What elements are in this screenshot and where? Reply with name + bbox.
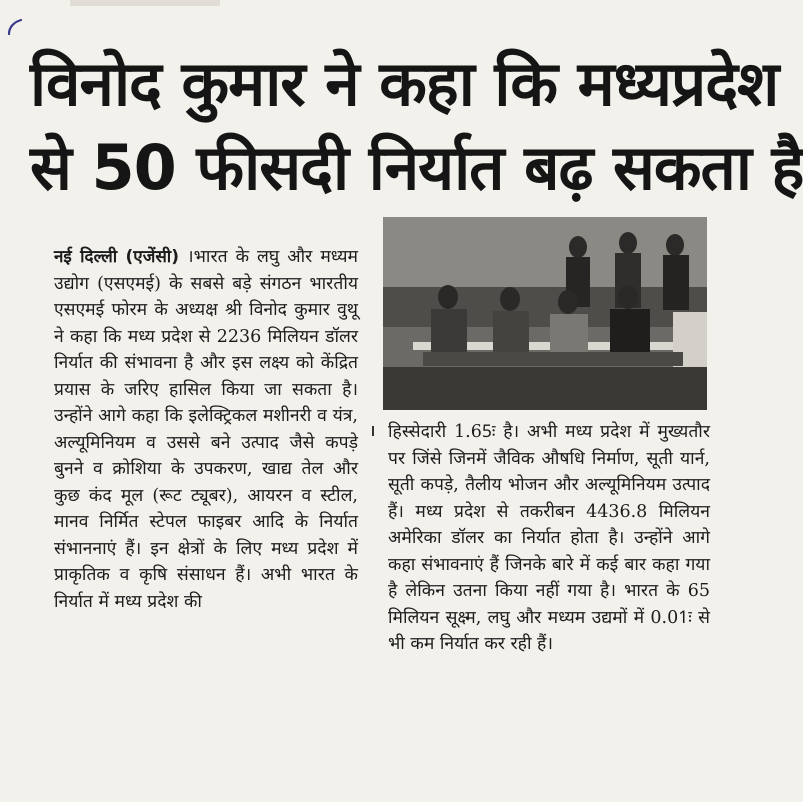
column-separator bbox=[372, 426, 374, 436]
article-column-left bbox=[54, 244, 358, 615]
clipping-top-edge bbox=[70, 0, 220, 6]
headline-line-1: विनोद कुमार ने कहा कि मध्यप्रदेश bbox=[30, 47, 779, 120]
pen-mark-icon bbox=[6, 18, 24, 36]
event-photo bbox=[383, 217, 707, 410]
article-text-left: ।भारत के लघु और मध्यम उद्योग (एसएमई) के सबसे बड़े संगठन भारतीय एसएमई फोरम के अध्यक्ष श्री विनोद कुमार वुथू ने कहा कि मध्य प्रदेश से 2236 मिलियन डॉलर निर्यात की संभावना है और इस लक्ष्य को केंद्रित प्रयास के जरिए हासिल किया जा सकता है। उन्होंने आगे कहा कि इलेक्ट्रिकल मशीनरी व यंत्र, अल्यूमिनियम व उससे बने उत्पाद जैसे कपड़े बुनने व क्रोशिया के उपकरण, खाद्य तेल और कुछ कंद मूल (रूट ट्यूबर), आयरन व स्टील, मानव निर्मित स्टेपल फाइबर आदि के निर्यात संभाननाएं हैं। इन क्षेत्रों के लिए मध्य प्रदेश में प्राकृतिक व कृषि संसाधन हैं। अभी भारत के निर्यात में मध्य प्रदेश की bbox=[54, 247, 358, 612]
article-text-right: हिस्सेदारी 1.65ः है। अभी मध्य प्रदेश में मुख्यतौर पर जिंसे जिनमें जैविक औषधि निर्माण, सूती यार्न, सूती कपड़े, तैलीय भोजन और अल्यूमिनियम उत्पाद हैं। मध्य प्रदेश से तकरीबन 4436.8 मिलियन अमेरिका डॉलर का निर्यात होता है। उन्होंने आगे कहा संभावनाएं हैं जिनके बारे में कई बार कहा गया है लेकिन उतना किया नहीं गया है। भारत के 65 मिलियन सूक्ष्म, लघु और मध्यम उद्यमों में 0.01ः से भी कम निर्यात कर रही हैं। bbox=[388, 422, 710, 654]
headline bbox=[30, 42, 803, 210]
panel-discussion-image bbox=[383, 217, 707, 410]
article-column-right bbox=[388, 419, 710, 658]
dateline: नई दिल्ली (एजेंसी) bbox=[54, 247, 179, 267]
headline-line-2: से 50 फीसदी निर्यात बढ़ सकता है bbox=[30, 131, 803, 204]
